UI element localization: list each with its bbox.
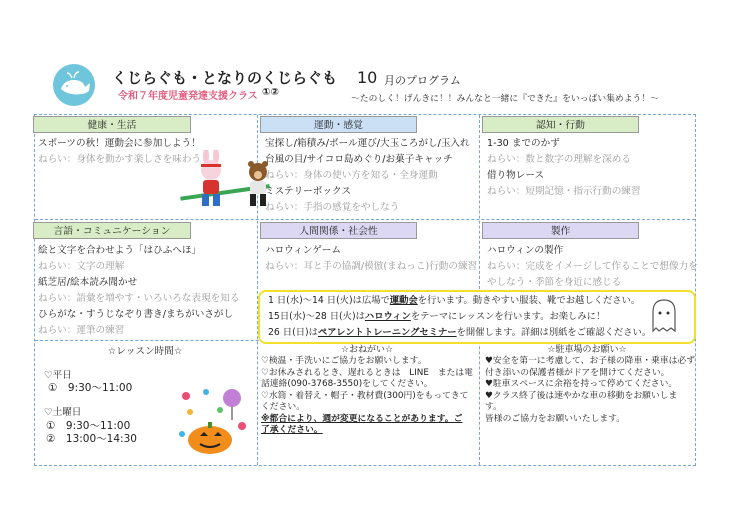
craft-goal-1: ねらい：完成をイメージして作ることで想像力を	[487, 261, 698, 272]
lesson-weekday-1: ① 9:30～11:00	[48, 382, 133, 394]
lesson-title: ☆レッスン時間☆	[107, 346, 183, 357]
parking-line-1: ♥安全を第一に考慮して、お子様の降車・乗車は必ず	[485, 356, 696, 366]
whale-logo	[52, 63, 96, 107]
notice-line-3-pre: 26 日(日)は	[268, 327, 318, 338]
lesson-saturday-1: ① 9:30～11:00	[46, 420, 131, 432]
exercise-goal-2: ねらい：手指の感覚をやしなう	[265, 202, 400, 213]
ghost-icon	[650, 298, 678, 334]
language-goal-3: ねらい：運筆の練習	[38, 325, 125, 336]
month-number: 10	[357, 68, 378, 87]
request-line-2: ♡お休みされるとき、遅れるときは LINE または電	[261, 367, 473, 378]
header-health: 健康・生活	[33, 116, 191, 133]
lesson-saturday-label: ♡土曜日	[44, 407, 82, 418]
parking-title: ☆駐車場のお願い☆	[547, 345, 627, 355]
program-label: 月のプログラム	[384, 74, 461, 87]
cognition-goal-2: ねらい：短期記憶・指示行動の練習	[487, 186, 641, 197]
notice-sports-day: 運動会	[389, 295, 418, 306]
exercise-activity-2: 台風の目/サイコロ島めぐり/お菓子キャッチ	[265, 154, 453, 165]
health-activity: スポーツの秋！運動会に参加しよう！	[38, 138, 201, 149]
parking-line-4: ♥クラス終了後は速やかな車の移動をお願いしま	[485, 390, 678, 401]
halloween-pumpkin-illustration	[176, 386, 250, 456]
class-mark: ①②	[262, 87, 279, 98]
cognition-activity-1: 1-30 までのかず	[487, 138, 560, 149]
request-line-5: ください。	[261, 402, 305, 412]
craft-goal-1b: やしなう・季節を身近に感じる	[487, 277, 622, 288]
language-activity-3: ひらがな・すうじなぞり書き/まちがいさがし	[38, 309, 234, 320]
craft-activity-1: ハロウィンの製作	[487, 245, 564, 256]
parking-line-5: す。	[485, 402, 502, 412]
notice-line-2-pre: 15日(水)～28 日(火)は	[268, 311, 365, 322]
language-activity-1: 絵と文字を合わせよう「はひふへほ」	[38, 245, 202, 256]
cognition-activity-2: 借り物レース	[487, 170, 545, 181]
lesson-weekday-label: ♡平日	[44, 370, 72, 381]
notice-line-3	[268, 325, 651, 341]
header-cognition: 認知・行動	[482, 116, 639, 133]
notice-line-3-post: を開催します。詳細は別紙をご確認ください。	[456, 327, 652, 338]
sports-animals-illustration	[178, 150, 278, 214]
notice-line-2	[268, 309, 605, 325]
notice-line-1-post: を行います。動きやすい服装、靴でお越しください。	[417, 295, 641, 306]
exercise-activity-3: ミステリーボックス	[265, 186, 352, 197]
header-language: 言語・コミュニケーション	[33, 222, 191, 239]
exercise-goal-1: ねらい：身体の使い方を知る・全身運動	[265, 170, 438, 181]
notice-line-2-post: をテーマにレッスンを行います。お楽しみに！	[410, 311, 606, 322]
class-subtitle: 令和７年度児童発達支援クラス	[118, 91, 258, 102]
health-goal: ねらい：身体を動かす楽しさを味わう	[38, 154, 202, 165]
exercise-activity-1: 宝探し/箱積み/ボール運び/大玉ころがし/玉入れ	[265, 138, 470, 149]
language-goal-1: ねらい：文字の理解	[38, 261, 125, 272]
header-craft: 製作	[482, 222, 639, 239]
motto: ～たのしく！げんきに！！みんなと一緒に『できた』をいっぱい集めよう！～	[351, 94, 659, 104]
notice-parent-seminar: ペアレントトレーニングセミナー	[317, 327, 457, 338]
header-exercise: 運動・感覚	[260, 116, 417, 133]
social-activity-1: ハロウィンゲーム	[265, 245, 341, 256]
language-activity-2: 紙芝居/絵本読み聞かせ	[38, 277, 138, 288]
header-social: 人間関係・社会性	[260, 222, 417, 239]
language-goal-2: ねらい：語彙を増やす・いろいろな表現を知る	[38, 293, 240, 304]
cognition-goal-1: ねらい：数と数字の理解を深める	[487, 154, 631, 165]
request-line-4: ♡水筒・着替え・帽子・教材費(300円)をもってきて	[261, 390, 469, 401]
parking-line-2: 付き添いの保護者様がドアを開けてください。	[485, 367, 670, 378]
notice-line-1	[268, 293, 640, 309]
notice-halloween: ハロウィン	[364, 311, 411, 322]
page-title: くじらぐも・となりのくじらぐも	[112, 69, 338, 87]
request-line-1: ♡検温・手洗いにご協力をお願いします。	[261, 356, 427, 366]
request-list	[261, 356, 473, 437]
parking-list	[485, 356, 695, 425]
request-note-1: ※都合により、週が変更になることがあります。ご	[261, 413, 463, 424]
social-goal-1: ねらい：耳と手の協調/模倣(まねっこ)行動の練習	[265, 261, 478, 272]
request-note-2: 了承ください。	[261, 425, 323, 435]
parking-line-6: 皆様のご協力をお願いいたします。	[485, 413, 626, 424]
notice-line-1-pre: 1 日(水)～14 日(火)は広場で	[268, 295, 390, 306]
lesson-saturday-2: ② 13:00～14:30	[46, 433, 137, 445]
request-line-3: 話連絡(090-3768-3550)をしてください。	[261, 379, 433, 389]
parking-line-3: ♥駐車スペースに余裕を持って停めてください。	[485, 379, 678, 389]
request-title: ☆おねがい☆	[340, 345, 394, 355]
